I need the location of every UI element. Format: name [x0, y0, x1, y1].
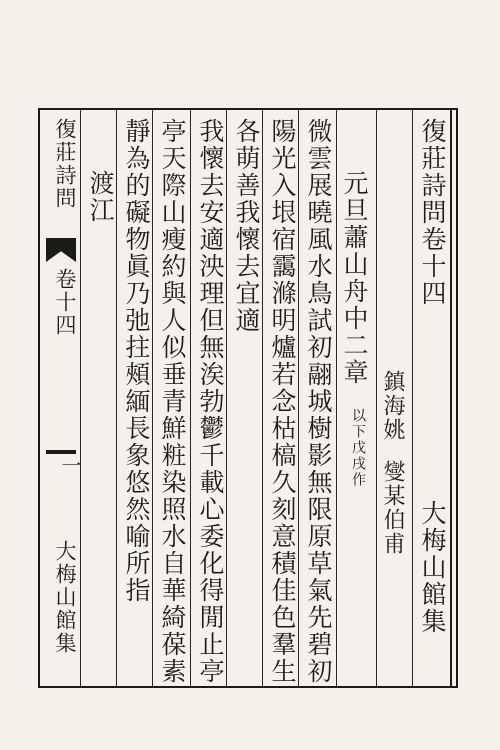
- column-rule: [336, 110, 337, 686]
- volume-title: 復莊詩問卷十四: [418, 118, 447, 307]
- column-rule: [298, 110, 299, 686]
- text-column: 靜為的礙物眞乃弛拄頰緬長象悠然喻所指: [122, 118, 151, 604]
- column-rule: [190, 110, 191, 686]
- text-column: 陽光入垠宿靄滌明爐若念枯槁久刻意積佳色羣生: [268, 118, 297, 685]
- column-rule: [226, 110, 227, 686]
- poem-title: 元旦蕭山舟中二章: [340, 170, 369, 386]
- fold-title: 復莊詩問: [53, 118, 77, 210]
- text-column: 我懷去安適泱理但無涘勃鬱千載心委化得閒止亭: [196, 118, 225, 685]
- collection-name: 大梅山館集: [418, 500, 447, 635]
- author-name: 燮某伯甫: [380, 460, 405, 556]
- column-rule: [376, 110, 377, 686]
- fold-divider: [46, 450, 76, 454]
- section-title: 渡江: [86, 170, 115, 224]
- fold-page-number: 一: [58, 455, 82, 477]
- text-column: 各萌善我懷去宜適: [232, 118, 261, 334]
- column-rule: [412, 110, 413, 686]
- column-rule: [152, 110, 153, 686]
- text-column: 微雲展曉風水鳥試初翮城樹影無限原草氣先碧初: [304, 118, 333, 685]
- fold-publisher: 大梅山館集: [53, 540, 77, 655]
- column-rule: [116, 110, 117, 686]
- fold-volume: 卷十四: [53, 268, 77, 337]
- column-rule: [262, 110, 263, 686]
- column-rule: [80, 110, 81, 686]
- author-origin: 鎮海姚: [380, 370, 405, 442]
- text-column: 亭天際山瘦約與人似垂青鮮粧染照水自華綺葆素: [158, 118, 187, 685]
- poem-date-note: 以下戊戌作: [350, 408, 366, 488]
